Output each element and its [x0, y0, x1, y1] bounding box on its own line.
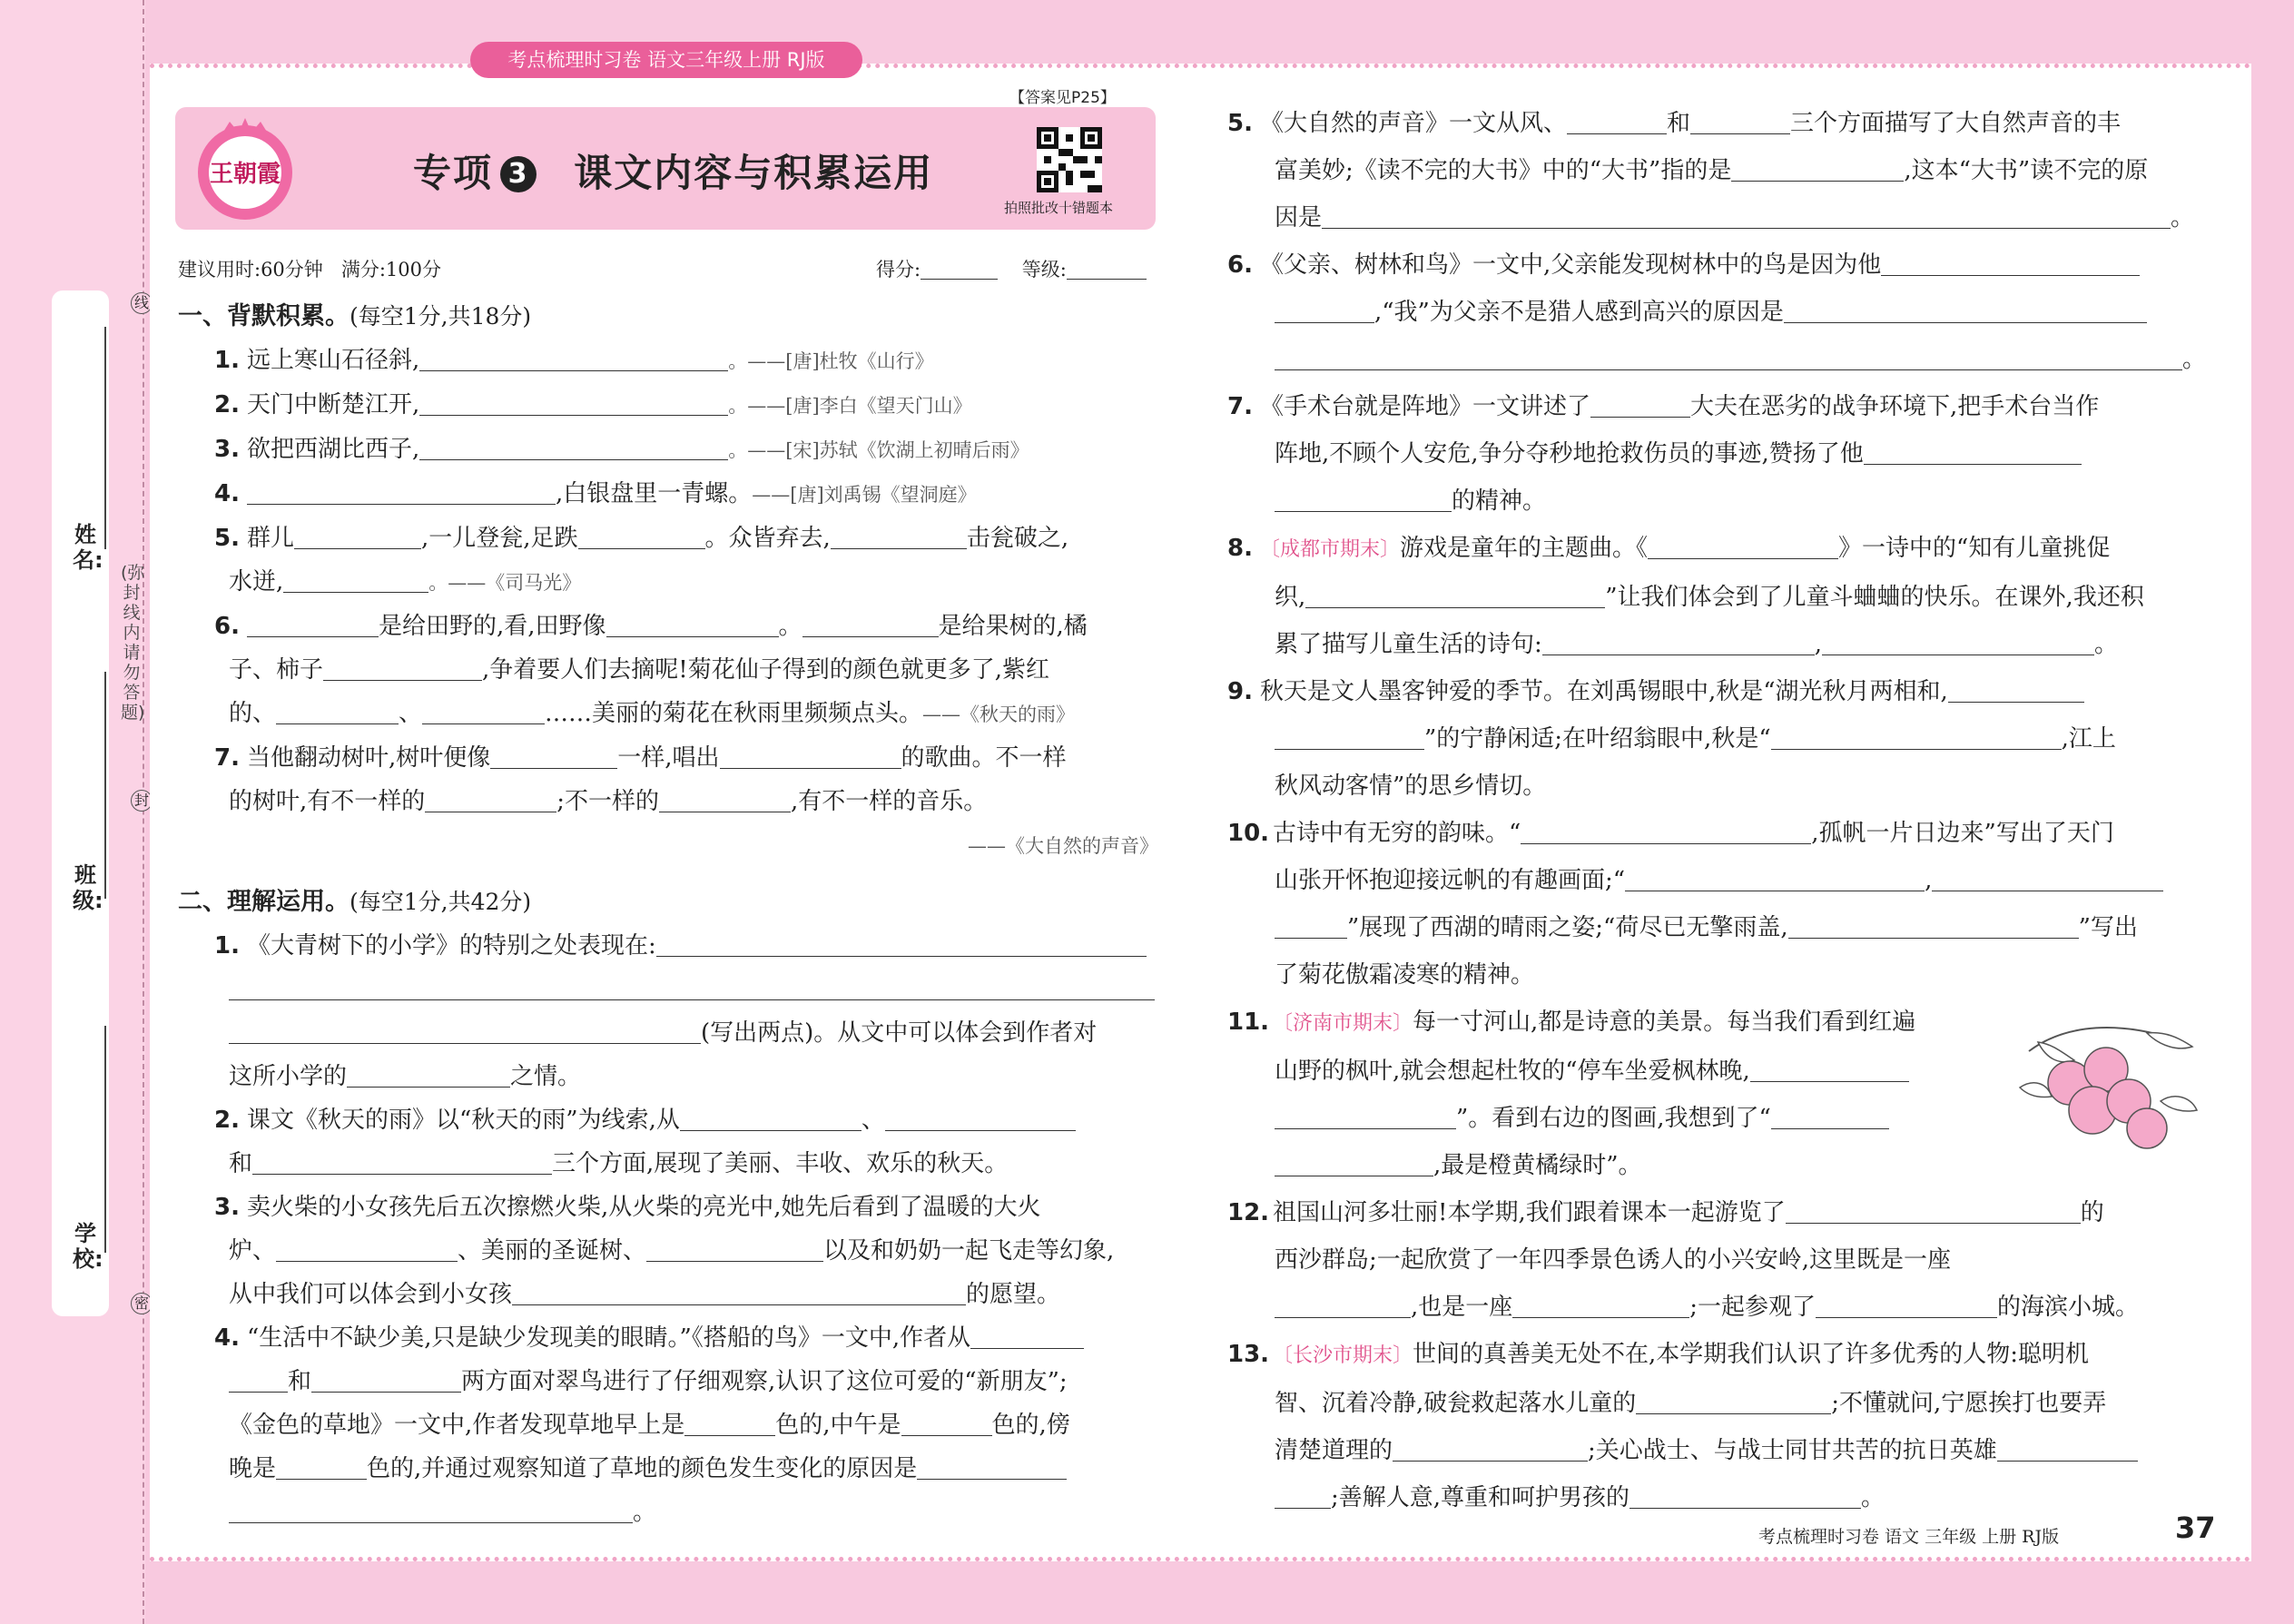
full-score: 满分:100分 — [340, 259, 441, 281]
answer-blank[interactable] — [1275, 346, 2182, 370]
student-info-card — [52, 290, 109, 1316]
question-2-7-cont2: 的精神。 — [1227, 477, 2208, 525]
score-blank[interactable] — [921, 260, 998, 280]
qr-code-icon[interactable] — [1037, 127, 1102, 192]
question-2-6-cont2: 。 — [1227, 336, 2208, 383]
question-2-10: 10. 古诗中有无穷的韵味。“ ,孤帆一片日边来”写出了天门 — [1227, 820, 2114, 847]
answer-blank[interactable] — [720, 744, 901, 769]
question-1-2: 2. 天门中断楚江开, 。——[唐]李白《望天门山》 — [214, 391, 972, 418]
seal-char-seal: 封 — [131, 790, 153, 812]
question-2-1-line — [178, 968, 1158, 1011]
question-1-6-cont: 子、柿子 ,争着要人们去摘呢!菊花仙子得到的颜色就更多了,紫红 — [229, 656, 1049, 684]
answer-blank[interactable] — [247, 613, 379, 637]
answer-blank[interactable] — [1788, 914, 2079, 939]
worksheet-title: 专项 3 课文内容与积累运用 — [413, 151, 934, 195]
seal-char-line: 线 — [131, 292, 153, 314]
question-1-7: 7. 当他翻动树叶,树叶便像 一样,唱出 的歌曲。不一样 — [214, 744, 1067, 772]
question-2-6: 6. 《父亲、树林和鸟》一文中,父亲能发现树林中的鸟是因为他 — [1227, 241, 2208, 289]
answer-blank[interactable] — [229, 1499, 633, 1523]
time-and-score-note — [178, 255, 441, 282]
answer-blank[interactable] — [347, 1063, 510, 1088]
answer-blank[interactable] — [831, 525, 967, 549]
answer-blank[interactable] — [1629, 1484, 1861, 1509]
question-2-12-cont: 西沙群岛;一起欣赏了一年四季景色诱人的小兴安岭,这里既是一座 — [1275, 1246, 1952, 1274]
answer-blank[interactable] — [229, 1368, 288, 1393]
answer-blank[interactable] — [1512, 1294, 1689, 1318]
answer-blank[interactable] — [1275, 1105, 1456, 1129]
section-gap — [178, 868, 1158, 881]
answer-blank[interactable] — [425, 788, 556, 812]
name-label: 姓名: — [73, 522, 103, 573]
title-number-badge: 3 — [500, 156, 537, 192]
answer-blank[interactable] — [1275, 1484, 1331, 1509]
page-number: 37 — [2175, 1511, 2216, 1545]
answer-blank[interactable] — [1864, 440, 2082, 465]
question-2-10-cont3: 了菊花傲霜凌寒的精神。 — [1275, 961, 1535, 989]
question-2-8-cont2: 累了描写儿童生活的诗句: , 。 — [1275, 631, 2119, 658]
question-2-7: 7. 《手术台就是阵地》一文讲述了 大夫在恶劣的战争环境下,把手术台当作 — [1227, 393, 2100, 420]
question-2-5-cont: 富美妙;《读不完的大书》中的“大书”指的是 ,这本“大书”读不完的原 — [1275, 157, 2149, 184]
cut-line — [143, 0, 144, 1624]
answer-blank[interactable] — [1822, 631, 2094, 655]
answer-blank[interactable] — [656, 932, 1147, 957]
question-1-6-cont2: 的、 、 ……美丽的菊花在秋雨里频频点头。——《秋天的雨》 — [229, 700, 1076, 727]
seal-char-secret: 密 — [131, 1293, 153, 1314]
question-2-1-cont2: 这所小学的 之情。 — [229, 1063, 582, 1090]
question-2-5-cont2: 因是 。 — [1275, 204, 2195, 231]
question-2-13-cont: 智、沉着冷静,破瓮救起落水儿童的 ;不懂就问,宁愿挨打也要弄 — [1275, 1390, 2107, 1417]
page-footer: 考点梳理时习卷 语文 三年级 上册 RJ版 — [1758, 1527, 2060, 1547]
question-2-3-cont2: 从中我们可以体会到小女孩 的愿望。 — [229, 1281, 1061, 1308]
answer-blank[interactable] — [917, 1455, 1067, 1480]
answer-blank[interactable] — [802, 613, 939, 637]
answer-blank[interactable] — [1997, 1437, 2138, 1462]
answer-blank[interactable] — [229, 976, 1155, 1000]
answer-blank[interactable] — [1305, 584, 1605, 608]
class-label: 班级: — [73, 862, 103, 913]
question-2-11-cont: 山野的枫叶,就会想起杜牧的“停车坐爱枫林晚, — [1227, 1048, 2208, 1095]
class-line[interactable] — [104, 672, 106, 899]
answer-blank[interactable] — [1275, 725, 1424, 750]
question-2-10-cont: 山张开怀抱迎接远帆的有趣画面;“ , — [1227, 857, 2208, 904]
question-2-6-cont: ,“我”为父亲不是猎人感到高兴的原因是 — [1227, 289, 2208, 336]
question-2-8-cont: 织, ”让我们体会到了儿童斗蛐蛐的快乐。在课外,我还积 — [1275, 584, 2144, 611]
question-1-5: 5. 群儿 ,一儿登瓮,足跌 。众皆弃去, 击瓮破之, — [214, 525, 1069, 552]
answer-blank[interactable] — [1275, 1152, 1433, 1176]
answer-blank[interactable] — [1625, 867, 1925, 891]
school-line[interactable] — [104, 1026, 106, 1253]
oranges-illustration — [2011, 1015, 2201, 1165]
answer-blank[interactable] — [276, 1237, 458, 1262]
question-2-1-cont: (写出两点)。从文中可以体会到作者对 — [178, 1011, 1158, 1055]
svg-text:王朝霞: 王朝霞 — [209, 161, 281, 188]
answer-blank[interactable] — [419, 391, 728, 416]
answer-blank[interactable] — [1881, 251, 2140, 276]
answer-blank[interactable] — [1648, 535, 1838, 559]
question-2-3: 3. 卖火柴的小女孩先后五次擦燃火柴,从火柴的亮光中,她先后看到了温暖的大火 — [214, 1194, 1041, 1221]
question-2-12: 12. 祖国山河多壮丽!本学期,我们跟着课本一起游览了 的 — [1227, 1199, 2104, 1226]
answer-blank[interactable] — [1771, 725, 2062, 750]
answer-blank[interactable] — [419, 347, 728, 371]
name-line[interactable] — [104, 327, 106, 549]
question-2-13-cont2: 清楚道理的 ;关心战士、与战士同甘共苦的抗日英雄 — [1227, 1427, 2208, 1474]
answer-blank[interactable] — [1816, 1294, 1997, 1318]
question-2-2: 2. 课文《秋天的雨》以“秋天的雨”为线索,从 、 — [178, 1098, 1158, 1142]
answer-blank[interactable] — [1784, 299, 2147, 323]
question-2-4-cont: 和 两方面对翠鸟进行了仔细观察,认识了这位可爱的“新朋友”; — [178, 1360, 1158, 1403]
answer-blank[interactable] — [1731, 157, 1904, 182]
series-banner: 考点梳理时习卷 语文三年级上册 RJ版 — [470, 42, 862, 78]
answer-reference: 【答案见P25】 — [1009, 89, 1116, 107]
answer-blank[interactable] — [283, 568, 428, 593]
brand-logo — [186, 116, 304, 223]
answer-blank[interactable] — [646, 1237, 823, 1262]
answer-blank[interactable] — [490, 744, 617, 769]
exam-source-tag: 〔成都市期末〕 — [1260, 538, 1401, 561]
question-2-11-cont3: ,最是橙黄橘绿时”。 — [1227, 1142, 2208, 1189]
question-2-13-cont3: ;善解人意,尊重和呵护男孩的 。 — [1227, 1474, 2208, 1521]
grade-blank[interactable] — [1067, 260, 1147, 280]
question-1-5-cont: 水迸, 。——《司马光》 — [229, 568, 582, 595]
suggested-time: 建议用时:60分钟 — [178, 259, 323, 281]
answer-blank[interactable] — [1322, 204, 2171, 229]
section-1-heading: 一、背默积累。(每空1分,共18分) — [178, 302, 532, 330]
answer-blank[interactable] — [1275, 914, 1347, 939]
question-2-13: 13. 〔长沙市期末〕世间的真善美无处不在,本学期我们认识了许多优秀的人物:聪明机 — [1227, 1341, 2090, 1368]
question-1-7-source: ——《大自然的声音》 — [968, 835, 1158, 857]
answer-blank[interactable] — [247, 480, 556, 505]
answer-blank[interactable] — [1590, 393, 1690, 418]
answer-blank[interactable] — [1932, 867, 2163, 891]
section-2-heading: 二、理解运用。(每空1分,共42分) — [178, 888, 532, 916]
question-1-4: 4. ,白银盘里一青螺。——[唐]刘禹锡《望洞庭》 — [214, 480, 977, 507]
question-2-11: 11. 〔济南市期末〕每一寸河山,都是诗意的美景。每当我们看到红遍 — [1227, 1009, 1916, 1036]
answer-blank[interactable] — [229, 1019, 701, 1044]
grade-label: 等级: — [1021, 259, 1067, 281]
question-2-9-cont2: 秋风动客情”的思乡情切。 — [1275, 773, 1547, 800]
answer-blank[interactable] — [1786, 1199, 2081, 1224]
answer-blank[interactable] — [1275, 1294, 1411, 1318]
answer-blank[interactable] — [1771, 1105, 1889, 1129]
qr-caption: 拍照批改十错题本 — [1004, 200, 1114, 216]
score-label: 得分: — [876, 259, 921, 281]
answer-blank[interactable] — [970, 1324, 1084, 1349]
question-2-10-cont2: ”展现了西湖的晴雨之姿;“荷尽已无擎雨盖, ”写出 — [1227, 904, 2208, 951]
answer-blank[interactable] — [1690, 110, 1790, 134]
answer-blank[interactable] — [1636, 1390, 1831, 1414]
left-column — [178, 295, 1158, 1534]
question-1-7-cont: 的树叶,有不一样的 ;不一样的 ,有不一样的音乐。 — [229, 788, 988, 815]
answer-blank[interactable] — [1542, 631, 1815, 655]
answer-blank[interactable] — [1393, 1437, 1588, 1462]
question-2-7-cont: 阵地,不顾个人安危,争分夺秒地抢救伤员的事迹,赞扬了他 — [1227, 430, 2208, 477]
answer-blank[interactable] — [294, 525, 421, 549]
question-2-3-cont: 炉、 、美丽的圣诞树、 以及和奶奶一起飞走等幻象, — [229, 1237, 1115, 1265]
question-2-8: 8. 〔成都市期末〕游戏是童年的主题曲。《 》一诗中的“知有儿童挑促 — [1227, 535, 2111, 562]
answer-blank[interactable] — [1948, 678, 2084, 703]
answer-blank[interactable] — [1275, 487, 1452, 512]
school-label: 学校: — [73, 1221, 103, 1272]
answer-blank[interactable] — [885, 1107, 1076, 1131]
question-2-9-cont: ”的宁静闲适;在叶绍翁眼中,秋是“ ,江上 — [1227, 715, 2208, 763]
score-grade-fields — [876, 255, 1147, 282]
answer-blank[interactable] — [419, 436, 728, 460]
question-2-12-cont2: ,也是一座 ;一起参观了 的海滨小城。 — [1227, 1284, 2208, 1331]
answer-blank[interactable] — [1750, 1058, 1909, 1082]
answer-blank[interactable] — [323, 656, 482, 681]
question-2-4-cont4: 。 — [178, 1491, 1158, 1534]
answer-blank[interactable] — [606, 613, 779, 637]
answer-blank[interactable] — [276, 1455, 367, 1480]
question-2-11-cont2: ”。看到右边的图画,我想到了“ — [1227, 1095, 2208, 1142]
question-2-5: 5. 《大自然的声音》一文从风、 和 三个方面描写了大自然声音的丰 — [1227, 110, 2122, 137]
question-2-4: 4. “生活中不缺少美,只是缺少发现美的眼睛。”《搭船的鸟》一文中,作者从 — [178, 1316, 1158, 1360]
answer-blank[interactable] — [252, 1150, 552, 1175]
answer-blank[interactable] — [901, 1412, 992, 1436]
answer-blank[interactable] — [276, 700, 399, 724]
exam-source-tag: 〔济南市期末〕 — [1273, 1012, 1413, 1035]
question-2-2-cont: 和 三个方面,展现了美丽、丰收、欢乐的秋天。 — [229, 1150, 1009, 1177]
answer-blank[interactable] — [1521, 820, 1811, 844]
seal-note: (弥封线内请勿答题) — [121, 563, 145, 723]
answer-blank[interactable] — [512, 1281, 966, 1305]
answer-blank[interactable] — [311, 1368, 461, 1393]
answer-blank[interactable] — [422, 700, 545, 724]
question-2-4-cont3: 晚是 色的,并通过观察知道了草地的颜色发生变化的原因是 — [178, 1447, 1158, 1491]
question-2-9: 9. 秋天是文人墨客钟爱的季节。在刘禹锡眼中,秋是“湖光秋月两相和, — [1227, 668, 2208, 715]
answer-blank[interactable] — [1275, 299, 1374, 323]
answer-blank[interactable] — [578, 525, 705, 549]
right-column — [1227, 100, 2208, 1521]
answer-blank[interactable] — [659, 788, 791, 812]
exam-source-tag: 〔长沙市期末〕 — [1273, 1344, 1413, 1367]
question-2-1: 1. 《大青树下的小学》的特别之处表现在: — [178, 924, 1158, 968]
question-1-1: 1. 远上寒山石径斜, 。——[唐]杜牧《山行》 — [214, 347, 934, 374]
answer-blank[interactable] — [1567, 110, 1667, 134]
answer-blank[interactable] — [680, 1107, 861, 1131]
question-2-4-cont2: 《金色的草地》一文中,作者发现草地早上是 色的,中午是 色的,傍 — [229, 1412, 1070, 1439]
answer-blank[interactable] — [684, 1412, 775, 1436]
question-1-6: 6. 是给田野的,看,田野像 。 是给果树的,橘 — [214, 613, 1088, 640]
question-1-3: 3. 欲把西湖比西子, 。——[宋]苏轼《饮湖上初晴后雨》 — [214, 436, 1029, 463]
